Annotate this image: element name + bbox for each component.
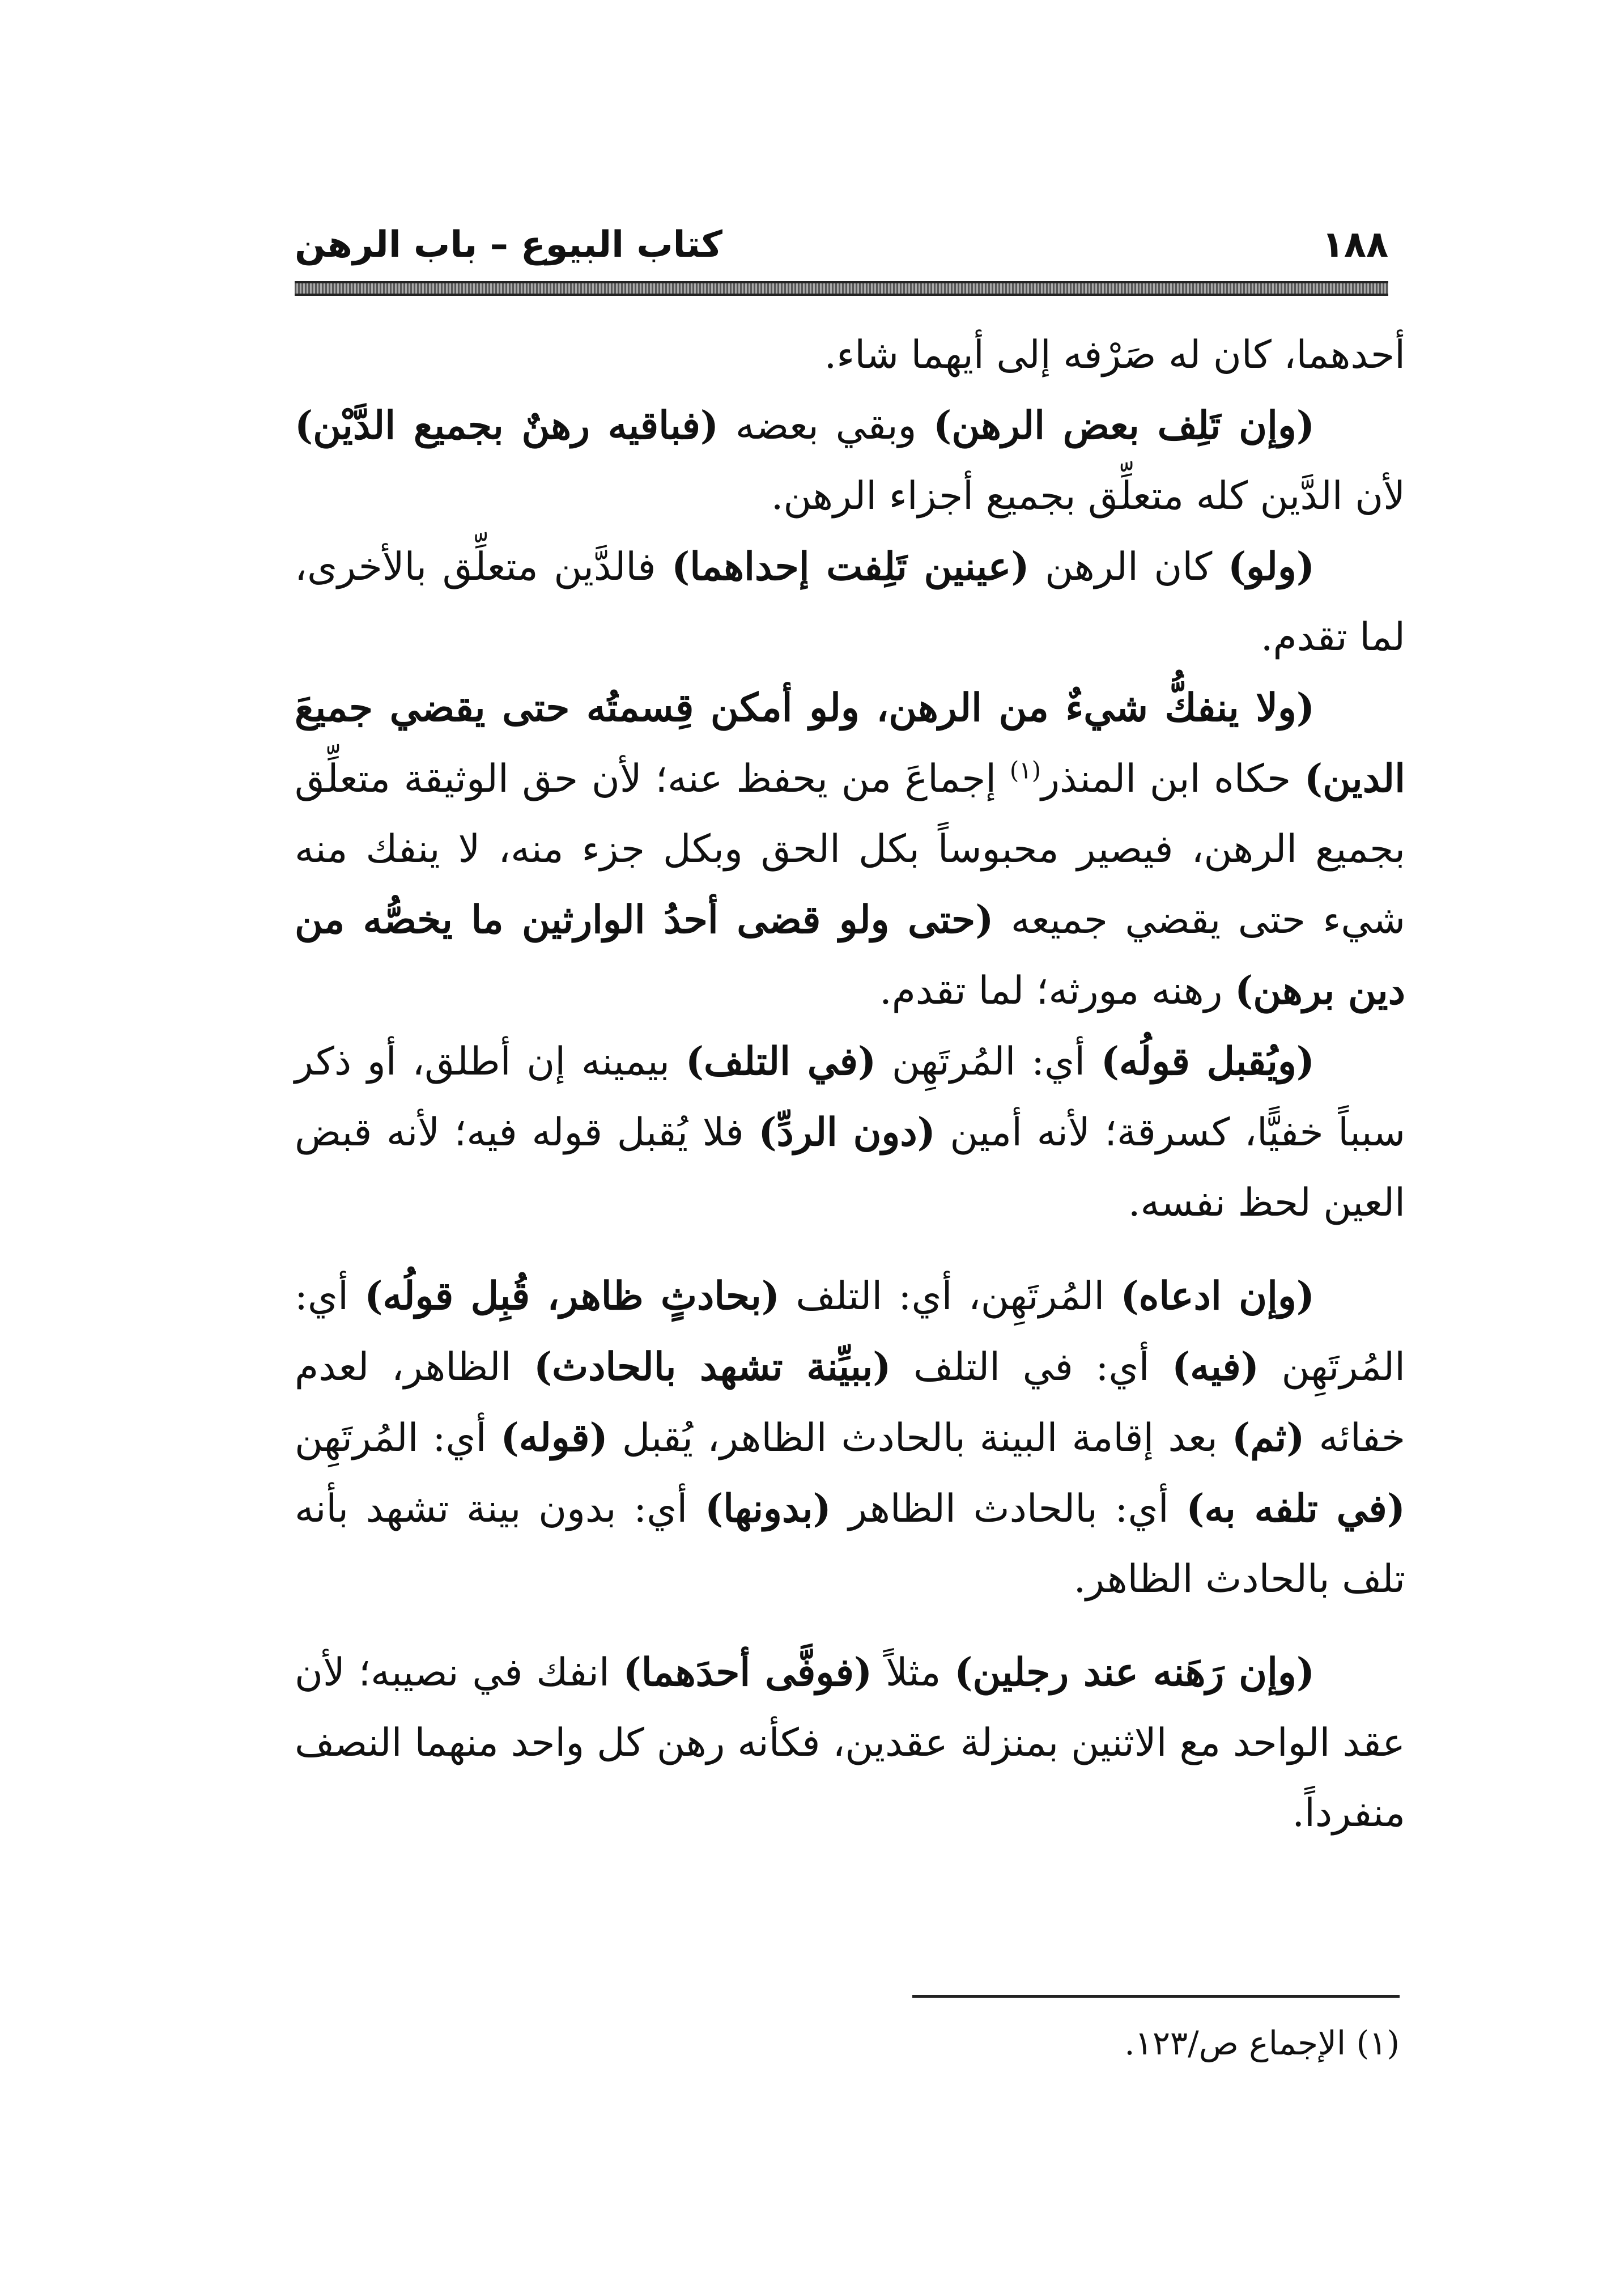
- bold-run: (في التلف): [685, 1039, 877, 1084]
- bold-run: (ببيِّنة تشهد بالحادث): [533, 1344, 891, 1390]
- footnote-ref[interactable]: (١): [1009, 756, 1041, 784]
- bold-run: (فيه): [1172, 1344, 1259, 1390]
- bold-run: (ثم): [1231, 1415, 1305, 1460]
- paragraph-2: [295, 390, 1405, 532]
- bold-run: (فباقيه رهنٌ بجميع الدَّيْن): [295, 403, 719, 448]
- paragraph-4: [295, 673, 1405, 1026]
- text-run: أي: بالحادث الظاهر: [831, 1487, 1187, 1531]
- text-run: فلا يُقبل قوله فيه؛ لأنه قبض العين لحظ نفسه.: [295, 1110, 1405, 1225]
- page-header: [295, 222, 1388, 267]
- text-run: بعد إقامة البينة بالحادث الظاهر، يُقبل: [607, 1416, 1232, 1460]
- bold-run: (فوفَّى أحدَهما): [623, 1650, 873, 1695]
- text-run: كان الرهن: [1029, 545, 1228, 589]
- bold-run: (وإن ادعاه): [1120, 1273, 1315, 1319]
- text-run: أحدهما، كان له صَرْفه إلى أيهما شاء.: [824, 333, 1405, 377]
- paragraph-6: [295, 1261, 1405, 1615]
- text-run: فالدَّين متعلِّق بالأخرى، لما تقدم.: [295, 545, 1405, 660]
- text-run: أي: المُرتَهِن: [295, 1274, 1405, 1390]
- text-run: حكاه ابن المنذر: [1041, 757, 1304, 801]
- chapter-title: كتاب البيوع – باب الرهن: [295, 224, 722, 266]
- bold-run: (في تلفه به): [1186, 1486, 1405, 1531]
- text-run: أي: بدون بينة تشهد بأنه تلف بالحادث الظاهر.: [295, 1487, 1405, 1602]
- footnote-separator: [912, 1995, 1400, 1998]
- header-rule: [295, 281, 1388, 296]
- paragraph-7: [295, 1637, 1405, 1849]
- text-run: رهنه مورثه؛ لما تقدم.: [879, 969, 1235, 1013]
- text-run: أي: المُرتَهِن: [295, 1416, 501, 1460]
- bold-run: (ولو): [1227, 544, 1315, 589]
- paragraph-1: [295, 320, 1405, 390]
- text-run: إجماعَ من يحفظ عنه؛ لأن حق الوثيقة متعلِّق بجميع الرهن، فيصير محبوساً بكل الحق وبكل جزء منه، لا ينفك منه شيء حتى يقضي جميعه: [295, 757, 1406, 942]
- bold-run: (دون الردِّ): [758, 1110, 936, 1155]
- text-run: أي: في التلف: [891, 1345, 1172, 1390]
- page-number: ١٨٨: [1321, 224, 1388, 266]
- text-run: لأن الدَّين كله متعلِّق بجميع أجزاء الرهن.: [771, 474, 1405, 519]
- paragraph-5: [295, 1026, 1405, 1238]
- bold-run: (بدونها): [704, 1486, 831, 1531]
- text-run: المُرتَهِن، أي: التلف: [779, 1274, 1121, 1319]
- bold-run: (ويُقبل قولُه): [1100, 1039, 1315, 1084]
- text-run: وبقي بعضه: [719, 404, 934, 448]
- text-run: انفك في نصيبه؛ لأن عقد الواحد مع الاثنين بمنزلة عقدين، فكأنه رهن كل واحد منهما النصف منفرداً.: [295, 1650, 1405, 1836]
- paragraph-3: [295, 532, 1405, 673]
- bold-run: (وإن تَلِف بعض الرهن): [933, 403, 1315, 448]
- text-run: بيمينه إن أطلق، أو ذكر سبباً خفيًّا، كسرقة؛ لأنه أمين: [295, 1039, 1405, 1155]
- bold-run: (بحادثٍ ظاهر، قُبِل قولُه): [364, 1273, 780, 1319]
- bold-run: (عينين تَلِفت إحداهما): [671, 544, 1030, 589]
- text-run: الظاهر، لعدم خفائه: [295, 1345, 1405, 1460]
- bold-run: (قوله): [500, 1415, 608, 1460]
- footnote: (١) الإجماع ص/١٢٣.: [1124, 2024, 1400, 2062]
- text-run: أي: المُرتَهِن: [876, 1039, 1101, 1084]
- main-text: [295, 320, 1405, 1849]
- bold-run: (وإن رَهَنه عند رجلين): [954, 1650, 1315, 1695]
- bold-run: (ولا ينفكُّ شيءٌ من الرهن، ولو أمكن قِسمتُه حتى يقضي جميعَ الدين): [295, 685, 1405, 801]
- bold-run: (حتى ولو قضى أحدُ الوارثين ما يخصُّه من دين برهن): [295, 897, 1405, 1013]
- text-run: مثلاً: [872, 1650, 955, 1695]
